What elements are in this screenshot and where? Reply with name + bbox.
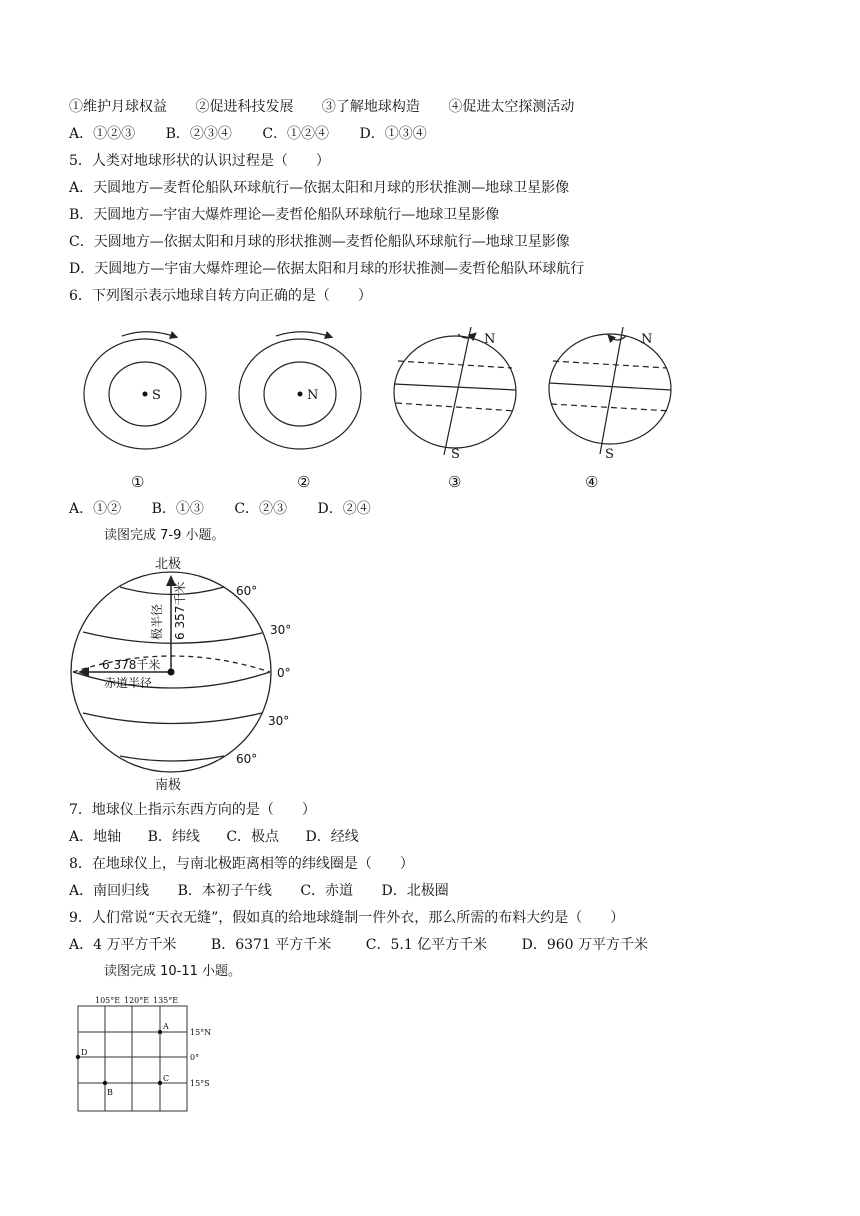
point-b-marker — [103, 1081, 107, 1085]
lat-label-15n: 15°N — [190, 1028, 212, 1037]
equatorial-radius-label: 赤道半径 — [104, 676, 153, 690]
figure-4-south-label: S — [605, 447, 614, 462]
q4-option-d[interactable]: D．①③④ — [359, 126, 427, 142]
q9-options — [69, 935, 648, 955]
q5-option-b[interactable]: B．天圆地方—宇宙大爆炸理论—麦哲伦船队环球航行—地球卫星影像 — [69, 207, 500, 223]
north-pole-label: 北极 — [155, 557, 182, 572]
lat-label-15s: 15°S — [190, 1079, 210, 1088]
lat-label-30n: 30° — [270, 623, 292, 637]
point-a-label: A — [163, 1022, 169, 1031]
intro-7-9: 读图完成 7-9 小题。 — [104, 528, 225, 543]
lon-label-120e: 120°E — [124, 996, 150, 1005]
polar-radius-value: 6 357千米 — [173, 581, 187, 640]
q6-option-c[interactable]: C．②③ — [234, 501, 288, 517]
figure-3-north-label: N — [484, 332, 496, 347]
q7-option-b[interactable]: B．纬线 — [147, 829, 200, 845]
point-b-label: B — [107, 1088, 113, 1097]
q8-option-b[interactable]: B．本初子午线 — [177, 883, 272, 899]
figure-4-north-label: N — [641, 332, 653, 347]
south-pole-label: 南极 — [155, 778, 182, 793]
lat-label-60n: 60° — [236, 584, 258, 598]
lat-label-30s: 30° — [268, 714, 290, 728]
lat-60n-line — [120, 587, 224, 595]
lat-30s-line — [83, 713, 262, 724]
q6-option-d[interactable]: D．②④ — [317, 501, 371, 517]
figure-3-side-view — [394, 327, 516, 455]
point-d-marker — [76, 1055, 80, 1059]
q5-option-d[interactable]: D．天圆地方—宇宙大爆炸理论—依据太阳和月球的形状推测—麦哲伦船队环球航行 — [69, 261, 585, 277]
q4-statement-1: ①维护月球权益 — [69, 99, 167, 115]
latlon-grid — [0, 992, 240, 1114]
figure-3-south-label: S — [451, 447, 460, 462]
q4-statements — [69, 97, 574, 117]
figure-1-polar-view — [84, 332, 206, 449]
q9-stem: 9．人们常说“天衣无缝”，假如真的给地球缝制一件外衣，那么所需的布料大约是（ ） — [69, 910, 625, 926]
figure-2-center-label: N — [307, 388, 319, 403]
equatorial-radius-value: 6 378千米 — [102, 658, 161, 672]
q8-options — [69, 881, 449, 901]
q6-options — [69, 499, 371, 519]
q4-option-c[interactable]: C．①②④ — [262, 126, 330, 142]
figure-1-pole-dot — [143, 392, 148, 397]
figure-3-caption: ③ — [448, 473, 462, 491]
q4-option-b[interactable]: B．②③④ — [165, 126, 232, 142]
q4-options — [69, 124, 427, 144]
q5-option-c[interactable]: C．天圆地方—依据太阳和月球的形状推测—麦哲伦船队环球航行—地球卫星影像 — [69, 234, 570, 250]
figure-2-caption: ② — [297, 473, 311, 491]
polar-radius-label: 极半径 — [150, 603, 164, 640]
figure-2-pole-dot — [298, 392, 303, 397]
q7-option-a[interactable]: A．地轴 — [69, 829, 122, 845]
q4-statement-3: ③了解地球构造 — [321, 99, 420, 115]
q7-stem: 7．地球仪上指示东西方向的是（ ） — [69, 802, 316, 818]
point-d-label: D — [81, 1048, 88, 1057]
lat-label-0deg: 0° — [190, 1053, 200, 1062]
q9-option-c[interactable]: C．5.1 亿平方千米 — [365, 937, 488, 953]
lon-label-135e: 135°E — [153, 996, 179, 1005]
q7-option-c[interactable]: C．极点 — [226, 829, 280, 845]
q7-option-d[interactable]: D．经线 — [305, 829, 359, 845]
q6-option-a[interactable]: A．①② — [69, 501, 122, 517]
q7-options — [69, 827, 359, 847]
lon-label-105e: 105°E — [95, 996, 121, 1005]
point-c-label: C — [163, 1074, 170, 1083]
lat-label-0: 0° — [277, 666, 291, 680]
figure-2-polar-view — [239, 332, 361, 449]
figure-4-side-view — [549, 327, 671, 454]
q5-stem: 5．人类对地球形状的认识过程是（ ） — [69, 153, 330, 169]
q4-statement-2: ②促进科技发展 — [195, 99, 294, 115]
q9-option-a[interactable]: A．4 万平方千米 — [69, 937, 177, 953]
rotation-figures — [0, 318, 860, 468]
q9-option-b[interactable]: B．6371 平方千米 — [210, 937, 332, 953]
q5-option-a[interactable]: A．天圆地方—麦哲伦船队环球航行—依据太阳和月球的形状推测—地球卫星影像 — [69, 180, 570, 196]
figure-4-caption: ④ — [585, 473, 599, 491]
globe-diagram — [0, 548, 320, 796]
lat-label-60s: 60° — [236, 752, 258, 766]
figure-1-caption: ① — [131, 473, 145, 491]
q8-stem: 8．在地球仪上，与南北极距离相等的纬线圈是（ ） — [69, 856, 414, 872]
q8-option-a[interactable]: A．南回归线 — [69, 883, 150, 899]
q4-statement-4: ④促进太空探测活动 — [448, 99, 575, 115]
point-a-marker — [158, 1030, 162, 1034]
lat-60s-line — [120, 756, 224, 761]
q9-option-d[interactable]: D．960 万平方千米 — [521, 937, 649, 953]
q8-option-c[interactable]: C．赤道 — [300, 883, 354, 899]
q8-option-d[interactable]: D．北极圈 — [381, 883, 449, 899]
q4-option-a[interactable]: A．①②③ — [69, 126, 136, 142]
q6-stem: 6．下列图示表示地球自转方向正确的是（ ） — [69, 288, 372, 304]
figure-1-center-label: S — [152, 388, 161, 403]
intro-10-11: 读图完成 10-11 小题。 — [104, 964, 242, 979]
q6-option-b[interactable]: B．①③ — [151, 501, 204, 517]
point-c-marker — [158, 1081, 162, 1085]
